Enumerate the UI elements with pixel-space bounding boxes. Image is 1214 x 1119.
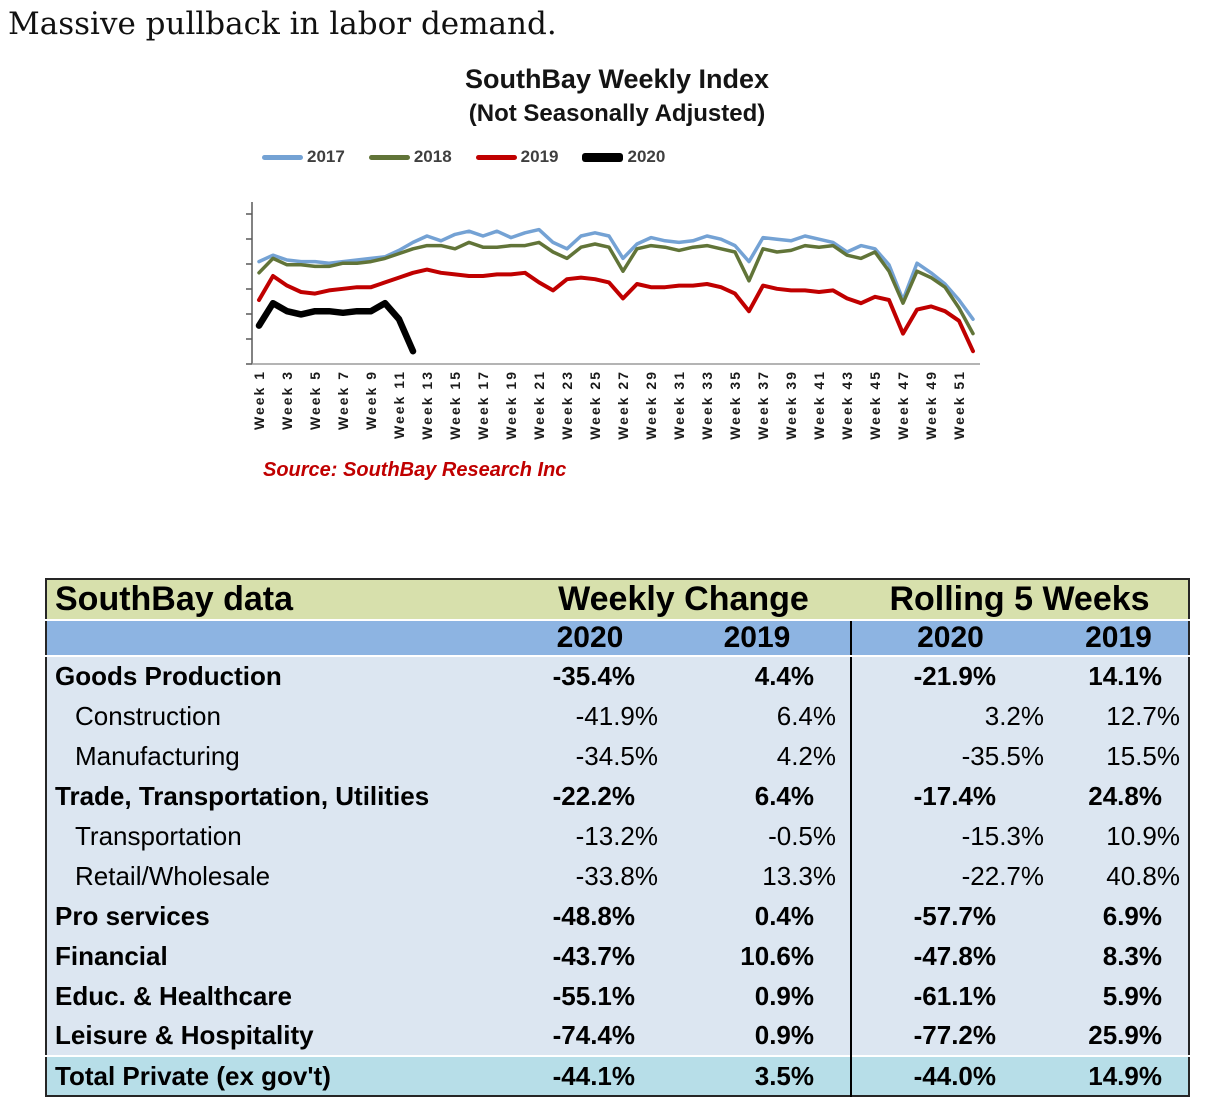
table-row-leisure-hospitality bbox=[46, 1016, 1189, 1056]
x-tick-week-27: Week 27 bbox=[615, 370, 631, 440]
value-cell: -0.5% bbox=[664, 816, 851, 856]
legend-label-2018: 2018 bbox=[413, 147, 452, 166]
value-cell: 3.5% bbox=[664, 1056, 851, 1096]
value-cell: -43.7% bbox=[516, 936, 664, 976]
row-label: Transportation bbox=[46, 816, 516, 856]
row-label: Trade, Transportation, Utilities bbox=[46, 776, 516, 816]
value-cell: -13.2% bbox=[516, 816, 664, 856]
value-cell: -35.5% bbox=[851, 736, 1049, 776]
row-label: Retail/Wholesale bbox=[46, 856, 516, 896]
row-label: Financial bbox=[46, 936, 516, 976]
value-cell: 14.9% bbox=[1049, 1056, 1189, 1096]
chart-legend bbox=[262, 147, 689, 167]
value-cell: -22.7% bbox=[851, 856, 1049, 896]
legend-item-2019 bbox=[476, 147, 559, 167]
value-cell: -34.5% bbox=[516, 736, 664, 776]
row-label: Construction bbox=[46, 696, 516, 736]
table-row-total-private bbox=[46, 1056, 1189, 1096]
table-row-construction bbox=[46, 696, 1189, 736]
legend-item-2020 bbox=[582, 147, 665, 167]
value-cell: -47.8% bbox=[851, 936, 1049, 976]
value-cell: -44.1% bbox=[516, 1056, 664, 1096]
legend-item-2017 bbox=[262, 147, 345, 167]
value-cell: -35.4% bbox=[516, 656, 664, 696]
x-tick-week-35: Week 35 bbox=[727, 370, 743, 440]
series-lines bbox=[259, 230, 973, 352]
value-cell: -77.2% bbox=[851, 1016, 1049, 1056]
year-header-weekly-2020: 2020 bbox=[516, 620, 664, 656]
group-header-weekly-change: Weekly Change bbox=[516, 579, 851, 620]
row-label: Goods Production bbox=[46, 656, 516, 696]
year-header-rolling-2020: 2020 bbox=[851, 620, 1049, 656]
x-tick-week-51: Week 51 bbox=[951, 370, 967, 440]
empty-corner-cell bbox=[46, 620, 516, 656]
x-tick-week-45: Week 45 bbox=[867, 370, 883, 440]
value-cell: -21.9% bbox=[851, 656, 1049, 696]
data-table bbox=[45, 578, 1190, 1097]
value-cell: 6.4% bbox=[664, 776, 851, 816]
table-year-header-row bbox=[46, 620, 1189, 656]
value-cell: -44.0% bbox=[851, 1056, 1049, 1096]
x-tick-week-47: Week 47 bbox=[895, 370, 911, 440]
value-cell: 3.2% bbox=[851, 696, 1049, 736]
x-tick-week-43: Week 43 bbox=[839, 370, 855, 440]
chart-plot-area bbox=[244, 200, 984, 370]
chart-source: Source: SouthBay Research Inc bbox=[263, 459, 567, 481]
x-tick-week-29: Week 29 bbox=[643, 370, 659, 440]
x-tick-week-7: Week 7 bbox=[335, 370, 351, 430]
x-tick-week-49: Week 49 bbox=[923, 370, 939, 440]
value-cell: 14.1% bbox=[1049, 656, 1189, 696]
value-cell: -33.8% bbox=[516, 856, 664, 896]
x-tick-week-31: Week 31 bbox=[671, 370, 687, 440]
table-row-goods-production bbox=[46, 656, 1189, 696]
table-title: SouthBay data bbox=[46, 579, 516, 620]
value-cell: -74.4% bbox=[516, 1016, 664, 1056]
row-label: Pro services bbox=[46, 896, 516, 936]
value-cell: 8.3% bbox=[1049, 936, 1189, 976]
value-cell: -48.8% bbox=[516, 896, 664, 936]
value-cell: 25.9% bbox=[1049, 1016, 1189, 1056]
value-cell: 4.4% bbox=[664, 656, 851, 696]
value-cell: 10.6% bbox=[664, 936, 851, 976]
legend-label-2017: 2017 bbox=[307, 147, 345, 166]
x-tick-week-1: Week 1 bbox=[251, 370, 267, 430]
value-cell: 6.4% bbox=[664, 696, 851, 736]
row-label: Leisure & Hospitality bbox=[46, 1016, 516, 1056]
table-group-header-row bbox=[46, 579, 1189, 620]
value-cell: -61.1% bbox=[851, 976, 1049, 1016]
value-cell: 10.9% bbox=[1049, 816, 1189, 856]
value-cell: -41.9% bbox=[516, 696, 664, 736]
x-tick-week-39: Week 39 bbox=[783, 370, 799, 440]
y-axis bbox=[246, 202, 252, 364]
row-label: Educ. & Healthcare bbox=[46, 976, 516, 1016]
value-cell: 6.9% bbox=[1049, 896, 1189, 936]
value-cell: 4.2% bbox=[664, 736, 851, 776]
value-cell: 40.8% bbox=[1049, 856, 1189, 896]
year-header-weekly-2019: 2019 bbox=[664, 620, 851, 656]
row-label: Manufacturing bbox=[46, 736, 516, 776]
value-cell: 24.8% bbox=[1049, 776, 1189, 816]
chart-title: SouthBay Weekly Index bbox=[464, 64, 770, 94]
x-tick-week-11: Week 11 bbox=[391, 370, 407, 440]
x-tick-week-23: Week 23 bbox=[559, 370, 575, 440]
row-label: Total Private (ex gov't) bbox=[46, 1056, 516, 1096]
table-row-manufacturing bbox=[46, 736, 1189, 776]
x-tick-week-13: Week 13 bbox=[419, 370, 435, 440]
value-cell: 0.9% bbox=[664, 976, 851, 1016]
value-cell: 13.3% bbox=[664, 856, 851, 896]
x-tick-week-41: Week 41 bbox=[811, 370, 827, 440]
value-cell: -15.3% bbox=[851, 816, 1049, 856]
series-line-2017 bbox=[259, 230, 973, 320]
year-header-rolling-2019: 2019 bbox=[1049, 620, 1189, 656]
x-tick-week-9: Week 9 bbox=[363, 370, 379, 430]
x-tick-week-5: Week 5 bbox=[307, 370, 323, 430]
value-cell: 12.7% bbox=[1049, 696, 1189, 736]
table-row-transportation bbox=[46, 816, 1189, 856]
x-tick-week-19: Week 19 bbox=[503, 370, 519, 440]
table-row-financial bbox=[46, 936, 1189, 976]
x-tick-week-15: Week 15 bbox=[447, 370, 463, 440]
legend-swatch-2017 bbox=[262, 155, 303, 160]
legend-label-2020: 2020 bbox=[627, 147, 666, 166]
x-tick-week-3: Week 3 bbox=[279, 370, 295, 430]
value-cell: -17.4% bbox=[851, 776, 1049, 816]
table-row-pro-services bbox=[46, 896, 1189, 936]
legend-label-2019: 2019 bbox=[520, 147, 559, 166]
value-cell: -55.1% bbox=[516, 976, 664, 1016]
value-cell: -22.2% bbox=[516, 776, 664, 816]
table-row-trade-transportation-utilities bbox=[46, 776, 1189, 816]
page-title: Massive pullback in labor demand. bbox=[8, 6, 557, 42]
value-cell: -57.7% bbox=[851, 896, 1049, 936]
table-row-educ-healthcare bbox=[46, 976, 1189, 1016]
value-cell: 5.9% bbox=[1049, 976, 1189, 1016]
value-cell: 0.4% bbox=[664, 896, 851, 936]
x-tick-week-33: Week 33 bbox=[699, 370, 715, 440]
value-cell: 15.5% bbox=[1049, 736, 1189, 776]
value-cell: 0.9% bbox=[664, 1016, 851, 1056]
x-tick-week-21: Week 21 bbox=[531, 370, 547, 440]
legend-item-2018 bbox=[369, 147, 452, 167]
x-tick-week-37: Week 37 bbox=[755, 370, 771, 440]
table-row-retail-wholesale bbox=[46, 856, 1189, 896]
x-axis-labels bbox=[244, 370, 984, 470]
legend-swatch-2020 bbox=[582, 153, 623, 162]
series-line-2020 bbox=[259, 303, 413, 351]
legend-swatch-2019 bbox=[476, 155, 517, 160]
group-header-rolling-5-weeks: Rolling 5 Weeks bbox=[851, 579, 1189, 620]
x-tick-week-17: Week 17 bbox=[475, 370, 491, 440]
x-tick-week-25: Week 25 bbox=[587, 370, 603, 440]
legend-swatch-2018 bbox=[369, 155, 410, 160]
chart-subtitle: (Not Seasonally Adjusted) bbox=[468, 100, 766, 127]
